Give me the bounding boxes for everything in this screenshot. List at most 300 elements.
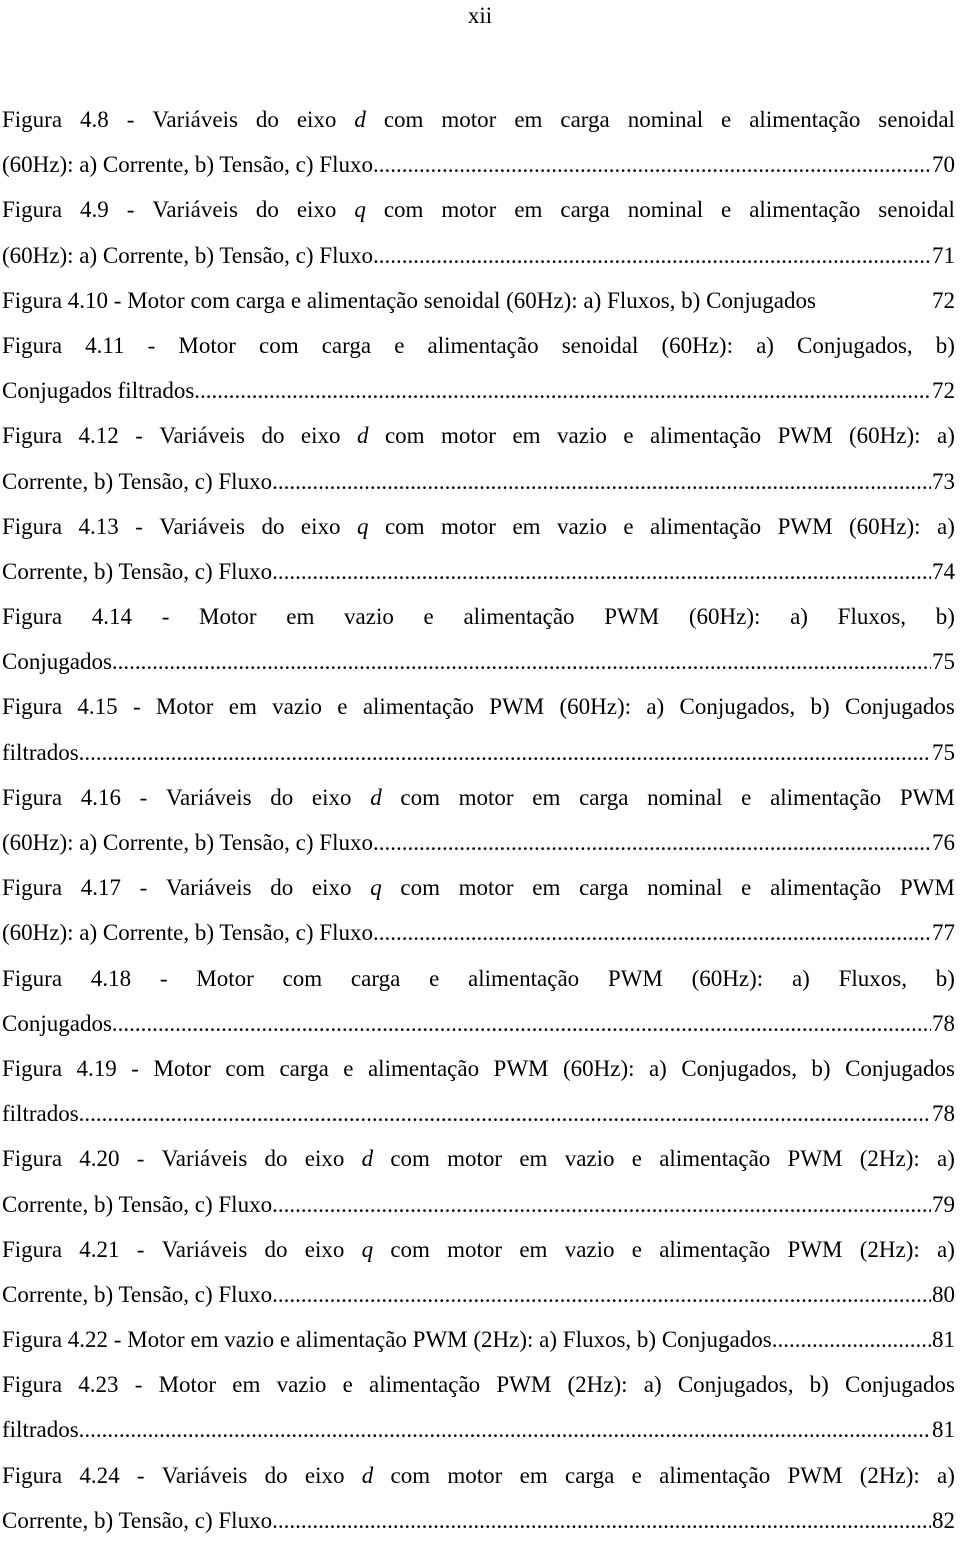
word: -: [147, 332, 156, 358]
word: em: [532, 875, 561, 901]
entry-line: [2, 323, 955, 368]
word: alimentação: [369, 1372, 481, 1398]
variable-symbol: q: [356, 513, 369, 539]
word: Motor: [196, 965, 254, 991]
word: Variáveis: [152, 107, 238, 132]
word: motor: [458, 875, 514, 901]
word: Conjugados,: [681, 1055, 797, 1081]
entry-line: [2, 730, 955, 775]
word: b): [935, 604, 955, 630]
word: e: [631, 1146, 642, 1172]
word: Fluxos,: [838, 965, 907, 991]
page-ref: 81: [932, 1327, 955, 1353]
dot-leader: [373, 142, 931, 187]
variable-symbol: d: [370, 784, 382, 810]
page-ref: 81: [932, 1417, 955, 1443]
dot-leader: [272, 459, 931, 504]
word: -: [131, 1055, 139, 1081]
word: -: [139, 784, 148, 810]
word: -: [135, 513, 143, 539]
variable-symbol: d: [361, 1146, 374, 1172]
entry-title-end: (60Hz): a) Corrente, b) Tensão, c) Fluxo: [2, 152, 373, 178]
word: (2Hz):: [859, 1462, 920, 1488]
word: -: [136, 1236, 145, 1262]
word: em: [514, 197, 543, 223]
word: do: [255, 107, 279, 132]
entry-line: [2, 684, 955, 729]
word: Variáveis: [159, 513, 245, 539]
word: e: [342, 1372, 353, 1398]
word: e: [631, 1462, 642, 1488]
dot-leader: [79, 1091, 931, 1136]
entry-title-end: filtrados: [2, 1101, 79, 1127]
word: em: [519, 1146, 548, 1172]
word: (60Hz):: [688, 604, 761, 630]
word: Figura: [2, 423, 63, 449]
word: carga: [279, 1055, 329, 1081]
word: alimentação: [650, 423, 762, 449]
figure-entry: [2, 865, 955, 955]
word: com: [383, 107, 424, 132]
entry-line: [2, 594, 955, 639]
word: eixo: [300, 513, 341, 539]
page-number: xii: [467, 3, 493, 28]
word: Conjugados,: [677, 1372, 794, 1398]
word: Motor: [155, 694, 214, 720]
word: (2Hz):: [859, 1236, 920, 1262]
word: carga: [579, 875, 629, 901]
variable-symbol: q: [370, 875, 382, 901]
word: do: [270, 875, 294, 901]
word: alimentação: [770, 875, 882, 901]
figure-entry: [2, 1362, 955, 1452]
word: vazio: [564, 1146, 615, 1172]
word: com: [384, 423, 425, 449]
dot-leader: [772, 1317, 931, 1362]
entry-title-end: Corrente, b) Tensão, c) Fluxo: [2, 1507, 273, 1533]
word: nominal: [627, 107, 704, 132]
word: (60Hz):: [559, 694, 632, 720]
word: eixo: [304, 1462, 345, 1488]
word: eixo: [300, 423, 341, 449]
entry-title-end: Corrente, b) Tensão, c) Fluxo: [2, 1281, 273, 1307]
dot-leader: [79, 1407, 931, 1452]
word: do: [264, 1236, 288, 1262]
word: eixo: [304, 1146, 345, 1172]
word: alimentação: [362, 694, 474, 720]
word: -: [161, 604, 170, 630]
word: do: [264, 1146, 288, 1172]
entry-line: [2, 187, 955, 232]
word: Motor: [199, 604, 257, 630]
word: Variáveis: [159, 423, 245, 449]
word: PWM: [787, 1462, 843, 1488]
page-ref: 71: [932, 242, 955, 268]
word: vazio: [272, 694, 322, 720]
figure-entry: [2, 97, 955, 187]
variable-symbol: q: [354, 197, 366, 223]
word: 4.24: [79, 1462, 120, 1488]
word: -: [136, 1462, 145, 1488]
word: b): [935, 965, 955, 991]
figure-entry: [2, 504, 955, 594]
figure-entry: [2, 1136, 955, 1226]
word: com: [390, 1236, 430, 1262]
word: com: [383, 197, 424, 223]
word: 4.12: [78, 423, 119, 449]
entry-title-end: (60Hz): a) Corrente, b) Tensão, c) Fluxo: [2, 920, 373, 946]
entry-line: [2, 820, 955, 865]
figure-entry: [2, 413, 955, 503]
entry-title-end: Conjugados: [2, 649, 112, 675]
page-ref: 76: [932, 830, 955, 855]
word: Figura: [2, 784, 63, 810]
entry-title-end: Corrente, b) Tensão, c) Fluxo: [2, 468, 273, 494]
word: (2Hz):: [567, 1372, 628, 1398]
word: e: [343, 1055, 354, 1081]
word: 4.13: [78, 513, 119, 539]
dot-leader: [194, 368, 931, 413]
word: do: [255, 197, 279, 223]
word: PWM: [489, 694, 545, 720]
word: 4.14: [91, 604, 132, 630]
word: -: [136, 1146, 145, 1172]
word: 4.23: [78, 1372, 119, 1398]
word: e: [721, 107, 732, 132]
word: Figura: [2, 965, 63, 991]
word: PWM: [899, 784, 955, 810]
word: Figura: [2, 107, 63, 132]
word: alimentação: [749, 197, 861, 223]
word: motor: [441, 107, 497, 132]
page-ref: 70: [932, 152, 955, 178]
dot-leader: [373, 233, 931, 278]
entry-title-end: Corrente, b) Tensão, c) Fluxo: [2, 1191, 273, 1217]
word: em: [514, 107, 543, 132]
word: a): [790, 604, 808, 630]
word: alimentação: [749, 107, 861, 132]
figure-entry: [2, 1046, 955, 1136]
word: PWM: [899, 875, 955, 901]
page-ref: 75: [932, 649, 955, 675]
word: alimentação: [468, 965, 580, 991]
figure-entry: [2, 278, 955, 323]
word: PWM: [787, 1236, 843, 1262]
word: (60Hz):: [691, 965, 764, 991]
dot-leader: [272, 1498, 931, 1543]
word: -: [135, 423, 143, 449]
word: Figura: [2, 875, 63, 901]
dot-leader: [272, 549, 931, 594]
word: alimentação: [650, 513, 762, 539]
entry-line: [2, 368, 955, 413]
entry-line: [2, 459, 955, 504]
page-ref: 75: [932, 739, 955, 765]
variable-symbol: q: [361, 1236, 374, 1262]
word: e: [394, 332, 405, 358]
page-ref: 74: [932, 558, 955, 584]
entry-title-end: filtrados: [2, 1417, 79, 1443]
word: Motor: [153, 1055, 211, 1081]
word: senoidal: [561, 332, 639, 358]
word: 4.15: [77, 694, 118, 720]
entry-line: [2, 956, 955, 1001]
word: e: [429, 965, 440, 991]
word: motor: [447, 1146, 503, 1172]
word: (60Hz):: [562, 1055, 635, 1081]
page-ref: 77: [932, 920, 955, 946]
word: motor: [441, 197, 497, 223]
word: b): [935, 332, 955, 358]
word: Conjugados: [845, 1372, 955, 1398]
word: em: [286, 604, 315, 630]
word: do: [261, 423, 285, 449]
word: Figura: [2, 1055, 63, 1081]
dot-leader: [272, 1182, 931, 1227]
word: Variáveis: [166, 875, 252, 901]
word: (2Hz):: [859, 1146, 920, 1172]
word: Figura: [2, 197, 63, 223]
entry-title-end: Conjugados: [2, 1010, 112, 1036]
entry-line: [2, 413, 955, 458]
dot-leader: [272, 1272, 931, 1317]
dot-leader: [79, 730, 931, 775]
word: e: [741, 784, 752, 810]
word: carga: [560, 107, 610, 132]
word: com: [390, 1462, 431, 1488]
word: Figura: [2, 332, 63, 358]
word: em: [512, 423, 541, 449]
word: motor: [441, 513, 496, 539]
entry-line: [2, 142, 955, 187]
word: a): [646, 694, 665, 720]
page-ref: 72: [932, 287, 955, 313]
page-ref: 79: [932, 1191, 955, 1217]
word: e: [631, 1236, 642, 1262]
word: motor: [447, 1236, 503, 1262]
word: (60Hz):: [849, 513, 921, 539]
word: b): [811, 1055, 831, 1081]
word: 4.17: [80, 875, 121, 901]
word: senoidal: [878, 197, 955, 223]
word: Variáveis: [161, 1462, 248, 1488]
word: do: [270, 784, 294, 810]
word: vazio: [564, 1236, 615, 1262]
page-ref: 73: [932, 468, 955, 494]
word: Conjugados: [844, 694, 955, 720]
word: em: [228, 694, 257, 720]
page-ref: 80: [932, 1281, 955, 1307]
page-ref: 78: [932, 1010, 955, 1036]
word: eixo: [311, 875, 352, 901]
list-of-figures: [2, 97, 955, 1543]
entry-title-end: (60Hz): a) Corrente, b) Tensão, c) Fluxo: [2, 830, 373, 855]
word: Motor: [158, 1372, 217, 1398]
word: (60Hz):: [849, 423, 921, 449]
word: Figura: [2, 1462, 63, 1488]
word: carga: [321, 332, 372, 358]
word: Figura: [2, 513, 63, 539]
word: Fluxos,: [837, 604, 907, 630]
page-ref: 82: [932, 1507, 955, 1533]
variable-symbol: d: [361, 1462, 374, 1488]
word: Figura: [2, 1146, 63, 1172]
word: com: [390, 1146, 430, 1172]
word: com: [259, 332, 299, 358]
word: a): [756, 332, 774, 358]
word: a): [648, 1055, 667, 1081]
word: a): [937, 1462, 955, 1488]
figure-entry: [2, 187, 955, 277]
word: PWM: [604, 604, 660, 630]
entry-line: [2, 504, 955, 549]
entry-title-end: Conjugados filtrados: [2, 378, 195, 404]
word: b): [809, 1372, 829, 1398]
figure-entry: [2, 1227, 955, 1317]
word: Conjugados,: [797, 332, 913, 358]
word: carga: [560, 197, 610, 223]
page-ref: 78: [932, 1101, 955, 1127]
word: alimentação: [659, 1236, 771, 1262]
word: alimentação: [659, 1462, 771, 1488]
word: senoidal: [878, 107, 955, 132]
entry-line: [2, 1136, 955, 1181]
word: Variáveis: [161, 1146, 248, 1172]
entry-line: [2, 549, 955, 594]
word: a): [937, 513, 955, 539]
word: Variáveis: [161, 1236, 248, 1262]
figure-entry: [2, 323, 955, 413]
entry-line: [2, 1407, 955, 1452]
word: motor: [447, 1462, 503, 1488]
word: com: [384, 513, 425, 539]
word: Figura: [2, 694, 63, 720]
page-ref: 72: [932, 378, 955, 404]
word: Variáveis: [166, 784, 252, 810]
entry-line: [2, 1362, 955, 1407]
word: e: [423, 604, 434, 630]
word: -: [139, 875, 148, 901]
word: Variáveis: [152, 197, 238, 223]
word: 4.9: [80, 197, 109, 223]
word: em: [519, 1236, 548, 1262]
word: nominal: [647, 784, 723, 810]
word: alimentação: [770, 784, 882, 810]
figure-entry: [2, 956, 955, 1046]
word: Motor: [178, 332, 236, 358]
word: PWM: [777, 423, 833, 449]
word: carga: [565, 1462, 615, 1488]
word: alimentação: [659, 1146, 771, 1172]
entry-line: [2, 1182, 955, 1227]
entry-title-end: (60Hz): a) Corrente, b) Tensão, c) Fluxo: [2, 242, 373, 268]
word: vazio: [344, 604, 394, 630]
word: e: [623, 513, 634, 539]
entry-title: Figura 4.10 - Motor com carga e alimentação senoidal (60Hz): a) Fluxos, b) Conjugados: [2, 287, 816, 313]
dot-leader: [112, 1001, 931, 1046]
word: b): [810, 694, 830, 720]
word: nominal: [647, 875, 723, 901]
word: -: [126, 107, 135, 132]
word: Figura: [2, 604, 63, 630]
word: PWM: [607, 965, 663, 991]
word: Figura: [2, 1372, 63, 1398]
word: -: [132, 694, 141, 720]
word: (60Hz):: [661, 332, 733, 358]
word: 4.16: [80, 784, 121, 810]
word: 4.20: [79, 1146, 120, 1172]
word: eixo: [296, 197, 337, 223]
word: 4.19: [76, 1055, 117, 1081]
entry-line: [2, 278, 955, 323]
entry-title-end: Figura 4.22 - Motor em vazio e alimentação PWM (2Hz): a) Fluxos, b) Conjugados: [2, 1327, 772, 1353]
entry-line: [2, 1453, 955, 1498]
entry-line: [2, 1272, 955, 1317]
word: e: [721, 197, 732, 223]
word: a): [936, 1146, 955, 1172]
word: vazio: [557, 513, 607, 539]
variable-symbol: d: [354, 107, 366, 132]
word: e: [741, 875, 752, 901]
figure-entry: [2, 594, 955, 684]
entry-line: [2, 865, 955, 910]
figure-entry: [2, 775, 955, 865]
entry-line: [2, 97, 955, 142]
word: PWM: [493, 1055, 549, 1081]
figure-entry: [2, 684, 955, 774]
word: com: [225, 1055, 265, 1081]
word: com: [400, 875, 440, 901]
word: carga: [579, 784, 629, 810]
word: -: [159, 965, 168, 991]
word: 4.8: [80, 107, 109, 132]
word: nominal: [627, 197, 704, 223]
entry-line: [2, 775, 955, 820]
entry-line: [2, 1498, 955, 1543]
word: eixo: [296, 107, 337, 132]
entry-title-end: Corrente, b) Tensão, c) Fluxo: [2, 558, 273, 584]
word: PWM: [787, 1146, 843, 1172]
entry-line: [2, 1091, 955, 1136]
word: em: [519, 1462, 548, 1488]
word: do: [261, 513, 285, 539]
word: Conjugados: [845, 1055, 955, 1081]
word: alimentação: [427, 332, 539, 358]
word: e: [623, 423, 634, 449]
word: com: [400, 784, 440, 810]
word: em: [232, 1372, 261, 1398]
dot-leader: [373, 910, 931, 955]
word: motor: [441, 423, 496, 449]
entry-line: [2, 233, 955, 278]
dot-leader: [373, 820, 931, 865]
entry-title-end: filtrados: [2, 739, 79, 765]
word: Figura: [2, 1236, 63, 1262]
word: motor: [458, 784, 514, 810]
dot-leader: [112, 639, 931, 684]
word: 4.21: [79, 1236, 120, 1262]
word: alimentação: [463, 604, 575, 630]
figure-entry: [2, 1453, 955, 1543]
entry-line: [2, 1046, 955, 1091]
word: 4.11: [85, 332, 125, 358]
entry-line: [2, 1317, 955, 1362]
word: 4.18: [90, 965, 132, 991]
word: a): [791, 965, 810, 991]
word: PWM: [777, 513, 833, 539]
entry-line: [2, 1001, 955, 1046]
word: a): [643, 1372, 662, 1398]
